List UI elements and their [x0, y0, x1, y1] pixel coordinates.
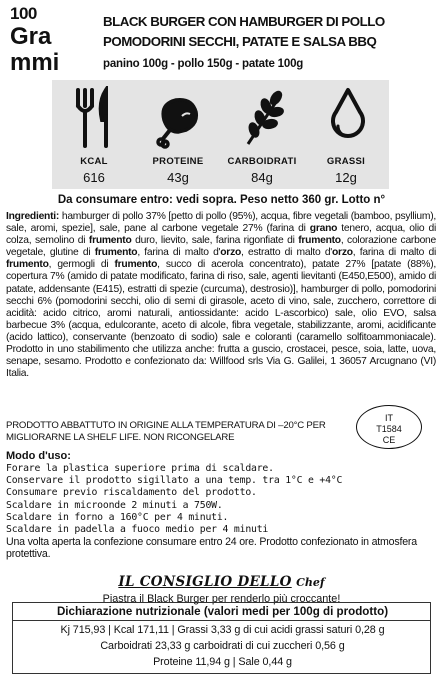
consume-by: Da consumare entro: vedi sopra. Peso netto 360 gr. Lotto n°: [57, 194, 386, 206]
fork-knife-icon: [72, 86, 116, 150]
product-title-line2: POMODORINI SECCHI, PATATE E SALSA BBQ: [103, 34, 377, 49]
declaration-divider: [13, 620, 430, 621]
declaration-row: Carboidrati 23,33 g carboidrati di cui zuccheri 0,56 g: [100, 640, 345, 652]
chef-tip: [0, 573, 443, 605]
modo-uso-title: Modo d'uso:: [6, 450, 71, 462]
nutrition-declaration: [12, 602, 431, 674]
ingredients-text: [6, 211, 436, 380]
allergen-text: frumento: [94, 247, 138, 259]
allergen-text: grano: [309, 223, 338, 235]
modo-line: Forare la plastica superiore prima di scaldare.: [6, 463, 274, 474]
chef-tip-title: IL CONSIGLIO DELLO: [118, 574, 292, 590]
declaration-title: Dichiarazione nutrizionale (valori medi per 100g di prodotto): [56, 605, 389, 618]
chicken-leg-icon: [156, 86, 204, 150]
nutrition-proteine-value: 43g: [167, 170, 189, 185]
nutrition-grassi-value: 12g: [335, 170, 357, 185]
modo-uso-text: [6, 463, 436, 561]
allergen-text: orzo: [220, 247, 242, 259]
nutrition-carboidrati-value: 84g: [251, 170, 273, 185]
brand-logo-line1: 100: [10, 4, 37, 23]
brand-logo-line2: Gra: [10, 23, 52, 50]
nutrition-kcal-label: KCAL: [80, 156, 108, 167]
nutrition-carboidrati: [220, 80, 304, 189]
modo-line: Consumare previo riscaldamento del prodotto.: [6, 487, 257, 499]
nutrition-grassi: [304, 80, 388, 189]
allergen-text: frumento: [88, 235, 132, 247]
product-title: [103, 12, 438, 52]
ingredients-label: Ingredienti:: [6, 211, 60, 222]
brand-logo-line3: mmi: [10, 49, 60, 76]
declaration-row: Kj 715,93 | Kcal 171,11 | Grassi 3,33 g di cui acidi grassi saturi 0,28 g: [60, 624, 385, 636]
nutrition-summary-box: [52, 80, 389, 189]
nutrition-proteine-label: PROTEINE: [152, 156, 204, 167]
allergen-text: frumento: [114, 259, 158, 271]
allergen-text: frumento: [298, 235, 341, 247]
nutrition-proteine: [136, 80, 220, 189]
modo-after: Una volta aperta la confezione consumare entro 24 ore. Prodotto confezionato in atmosfera protettiva.: [6, 536, 417, 561]
stamp-code: T1584: [376, 424, 402, 434]
stamp-ce: CE: [382, 435, 396, 445]
abbattuto-note: PRODOTTO ABBATTUTO IN ORIGINE ALLA TEMPERATURA DI –20°C PER MIGLIORARNE LA SHELF LIFE. NON RICONGELARE: [6, 420, 326, 443]
oil-drop-icon: [324, 86, 372, 150]
modo-line: Scaldare in padella a fuoco medio per 4 minuti: [6, 524, 269, 536]
modo-line: Scaldare in forno a 160°C per 4 minuti.: [6, 511, 229, 523]
health-mark-stamp: [356, 405, 422, 449]
ingredients-body: hamburger di pollo 37% [petto di pollo (95%), acqua, fibre vegetali (bamboo, psyllium), sale, aromi, spezie], sale, pane al carbone vegetale 27% (farina di grano tenero, acqua, olio di colza, semolino di frumento duro, lievito, sale, farina rigonfiate di frumento, colorazione carbone vegetale, glutine di frumento, farina di malto d'orzo, estratto di malto d'orzo, farina di malto di frumento, germogli di frumento, succo di acerola concentrato), patate 27% [patate (88%), copertura 7% (amido di patate modificato, farina di riso, sale, agenti lievitanti (E450,E500), amido di patate, addensante (E415), estratti di spezie (curcuma), destrosio)], hamburger di pollo, pomodorini secchi 6% (pomodorini secchi, olio di semi di girasole, aceto di vino, sale, zucchero, correttore di acidità: acido citrico, aromi naturali, antiossidante: acido L-ascorbico) sale, olio EVO, salsa barbecue 3% (acqua, edulcorante, aceto di alcole, fibra vegetale, stabilizzante, aromi, acidificante (acido lattico), conservante (benzoato di sodio) sale e coloranti (caramello solfitoammoniacale). Prodotto in uno stabilimento che utilizza anche: frutta a guscio, crostacei, pesce, soia, latte, uova, senape, sesamo. Prodotto e confezionato da: Willfood srls Via G. Galilei, 1 36057 Arcugnano (VI) Italia.: [6, 211, 437, 380]
chef-tip-text: Piastra il Black Burger per renderlo più croccante!: [102, 593, 341, 605]
wheat-icon: [240, 86, 288, 150]
stamp-country: IT: [385, 413, 393, 423]
label-header: [0, 0, 443, 80]
chef-sign: Chef: [296, 576, 325, 589]
nutrition-kcal-value: 616: [83, 170, 105, 185]
product-composition: panino 100g - pollo 150g - patate 100g: [103, 58, 304, 70]
allergen-text: frumento: [6, 259, 49, 271]
brand-logo: [10, 4, 90, 76]
modo-line: Conservare il prodotto sigillato a una temp. tra 1°C e +4°C: [6, 475, 343, 487]
nutrition-grassi-label: GRASSI: [326, 156, 366, 167]
modo-line: Scaldare in microonde 2 minuti a 750W.: [6, 499, 223, 511]
nutrition-kcal: [52, 80, 136, 189]
allergen-text: orzo: [332, 247, 353, 259]
nutrition-carboidrati-label: CARBOIDRATI: [227, 156, 297, 167]
product-title-line1: BLACK BURGER CON HAMBURGER DI POLLO: [103, 14, 385, 29]
declaration-row: Proteine 11,94 g | Sale 0,44 g: [153, 656, 292, 668]
